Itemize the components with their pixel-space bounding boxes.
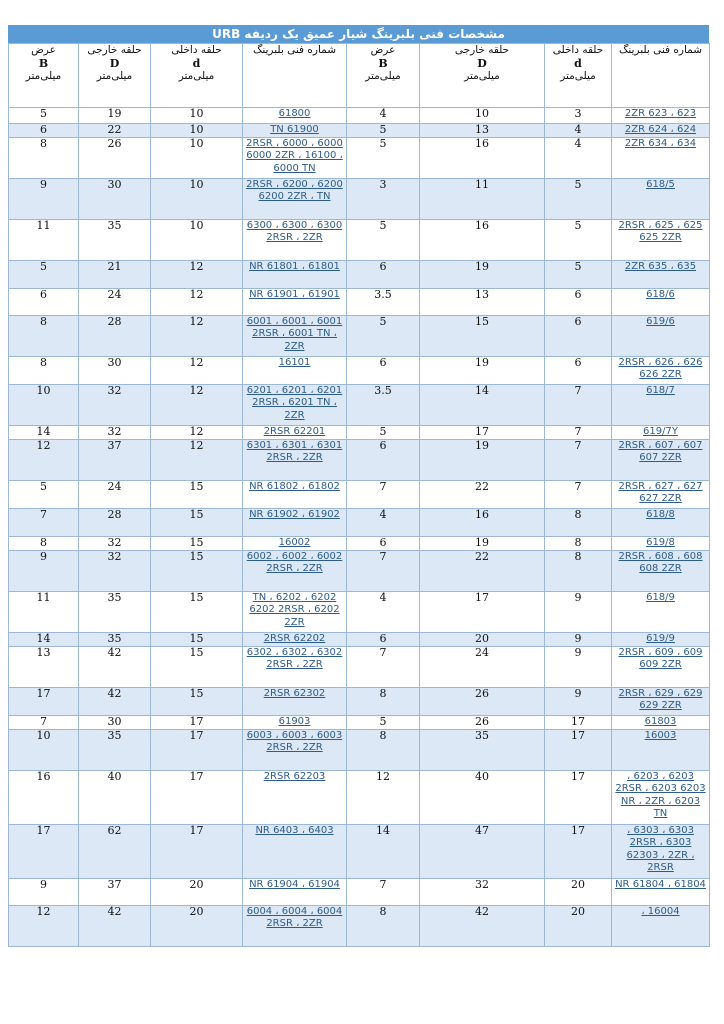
bearing-number-cell[interactable]: 624 ، 624 2ZR	[612, 124, 710, 138]
outer-ring-cell: 22	[420, 481, 545, 509]
width-cell: 6	[347, 440, 420, 481]
width-cell: 3.5	[347, 289, 420, 316]
inner-ring-cell: 4	[545, 138, 612, 179]
bearing-number-cell[interactable]: 625 ، 625 2RSR ، 625 2ZR	[612, 220, 710, 261]
outer-ring-cell: 35	[79, 220, 151, 261]
outer-ring-cell: 10	[420, 108, 545, 124]
outer-ring-cell: 21	[79, 261, 151, 289]
inner-ring-cell: 12	[151, 289, 243, 316]
width-cell: 14	[9, 426, 79, 440]
outer-ring-cell: 42	[420, 906, 545, 947]
inner-ring-cell: 15	[151, 633, 243, 647]
width-cell: 11	[9, 592, 79, 633]
outer-ring-cell: 16	[420, 138, 545, 179]
outer-ring-cell: 40	[79, 771, 151, 825]
bearing-number-cell[interactable]: 619/7Y	[612, 426, 710, 440]
bearing-number-cell[interactable]: 61804 ، 61804 NR	[612, 879, 710, 906]
inner-ring-cell: 17	[151, 771, 243, 825]
outer-ring-cell: 24	[79, 289, 151, 316]
outer-ring-cell: 35	[79, 730, 151, 771]
bearing-spec-table	[8, 43, 710, 947]
bearing-number-cell[interactable]: 608 ، 608 2RSR ، 608 2ZR	[612, 551, 710, 592]
table-row	[9, 537, 710, 551]
inner-ring-cell: 17	[545, 730, 612, 771]
outer-ring-cell: 13	[420, 124, 545, 138]
inner-ring-cell: 17	[545, 716, 612, 730]
table-row	[9, 426, 710, 440]
width-cell: 6	[347, 357, 420, 385]
width-cell: 5	[347, 716, 420, 730]
bearing-number-cell[interactable]: 619/8	[612, 537, 710, 551]
header-bearing-number: شماره فنی بلبرینگ	[243, 44, 347, 108]
inner-ring-cell: 15	[151, 537, 243, 551]
inner-ring-cell: 12	[151, 385, 243, 426]
inner-ring-cell: 15	[151, 647, 243, 688]
bearing-number-cell[interactable]: 618/7	[612, 385, 710, 426]
outer-ring-cell: 19	[420, 261, 545, 289]
width-cell: 7	[347, 879, 420, 906]
bearing-number-cell[interactable]: 16003	[612, 730, 710, 771]
inner-ring-cell: 5	[545, 261, 612, 289]
bearing-number-cell[interactable]: 61904 ، 61904 NR	[243, 879, 347, 906]
inner-ring-cell: 6	[545, 289, 612, 316]
inner-ring-cell: 12	[151, 316, 243, 357]
inner-ring-cell: 12	[151, 440, 243, 481]
table-row	[9, 385, 710, 426]
outer-ring-cell: 19	[79, 108, 151, 124]
inner-ring-cell: 12	[151, 426, 243, 440]
inner-ring-cell: 4	[545, 124, 612, 138]
bearing-number-cell[interactable]: 61900 TN	[243, 124, 347, 138]
outer-ring-cell: 24	[79, 481, 151, 509]
bearing-number-cell[interactable]: 619/9	[612, 633, 710, 647]
width-cell: 6	[347, 261, 420, 289]
bearing-number-cell[interactable]: 61801 ، 61801 NR	[243, 261, 347, 289]
outer-ring-cell: 17	[420, 592, 545, 633]
bearing-number-cell[interactable]: 607 ، 607 2RSR ، 607 2ZR	[612, 440, 710, 481]
width-cell: 12	[9, 906, 79, 947]
width-cell: 5	[9, 108, 79, 124]
inner-ring-cell: 7	[545, 481, 612, 509]
inner-ring-cell: 8	[545, 537, 612, 551]
inner-ring-cell: 10	[151, 220, 243, 261]
width-cell: 5	[347, 138, 420, 179]
header-width: عرض B میلی‌متر	[9, 44, 79, 108]
inner-ring-cell: 15	[151, 592, 243, 633]
table-title: مشخصات فنی بلبرینگ شیار عمیق یک ردیفه URB	[8, 25, 709, 43]
bearing-number-cell[interactable]: 629 ، 629 2RSR ، 629 2ZR	[612, 688, 710, 716]
table-row	[9, 633, 710, 647]
bearing-number-cell[interactable]: 6202 ، 6202 TN ، 6202 2RSR ، 6202 2ZR	[243, 592, 347, 633]
inner-ring-cell: 17	[545, 771, 612, 825]
bearing-number-cell[interactable]: 619/6	[612, 316, 710, 357]
outer-ring-cell: 26	[79, 138, 151, 179]
bearing-number-cell[interactable]: 62202 2RSR	[243, 633, 347, 647]
width-cell: 5	[9, 481, 79, 509]
inner-ring-cell: 15	[151, 509, 243, 537]
outer-ring-cell: 14	[420, 385, 545, 426]
width-cell: 4	[347, 108, 420, 124]
table-row	[9, 316, 710, 357]
table-row	[9, 481, 710, 509]
width-cell: 11	[9, 220, 79, 261]
outer-ring-cell: 16	[420, 509, 545, 537]
header-outer-ring: حلقه خارجی D میلی‌متر	[420, 44, 545, 108]
width-cell: 9	[9, 551, 79, 592]
bearing-number-cell[interactable]: 61903	[243, 716, 347, 730]
table-row	[9, 879, 710, 906]
table-row	[9, 220, 710, 261]
header-bearing-number: شماره فنی بلبرینگ	[612, 44, 710, 108]
bearing-number-cell[interactable]: 61901 ، 61901 NR	[243, 289, 347, 316]
inner-ring-cell: 7	[545, 440, 612, 481]
bearing-number-cell[interactable]: 61800	[243, 108, 347, 124]
table-row	[9, 509, 710, 537]
outer-ring-cell: 19	[420, 440, 545, 481]
table-row	[9, 688, 710, 716]
inner-ring-cell: 6	[545, 316, 612, 357]
outer-ring-cell: 47	[420, 825, 545, 879]
width-cell: 6	[347, 633, 420, 647]
table-row	[9, 906, 710, 947]
bearing-number-cell[interactable]: 16101	[243, 357, 347, 385]
width-cell: 10	[9, 730, 79, 771]
outer-ring-cell: 30	[79, 179, 151, 220]
width-cell: 8	[9, 316, 79, 357]
outer-ring-cell: 35	[420, 730, 545, 771]
inner-ring-cell: 15	[151, 481, 243, 509]
outer-ring-cell: 42	[79, 906, 151, 947]
width-cell: 8	[9, 357, 79, 385]
table-row	[9, 108, 710, 124]
outer-ring-cell: 26	[420, 688, 545, 716]
inner-ring-cell: 10	[151, 179, 243, 220]
table-row	[9, 261, 710, 289]
width-cell: 3.5	[347, 385, 420, 426]
bearing-number-cell[interactable]: 634 ، 634 2ZR	[612, 138, 710, 179]
inner-ring-cell: 12	[151, 357, 243, 385]
outer-ring-cell: 37	[79, 879, 151, 906]
width-cell: 5	[9, 261, 79, 289]
outer-ring-cell: 28	[79, 509, 151, 537]
width-cell: 9	[9, 879, 79, 906]
inner-ring-cell: 17	[151, 716, 243, 730]
header-inner-ring: حلقه داخلی d میلی‌متر	[151, 44, 243, 108]
bearing-number-cell[interactable]: 618/8	[612, 509, 710, 537]
inner-ring-cell: 7	[545, 385, 612, 426]
bearing-number-cell[interactable]: 62201 2RSR	[243, 426, 347, 440]
table-row	[9, 825, 710, 879]
inner-ring-cell: 8	[545, 551, 612, 592]
bearing-number-cell[interactable]: 6303 ، 6303 ، 6303 2RSR ، 62303 ، 2ZR ، 2RSR	[612, 825, 710, 879]
inner-ring-cell: 5	[545, 220, 612, 261]
outer-ring-cell: 24	[420, 647, 545, 688]
width-cell: 7	[347, 551, 420, 592]
outer-ring-cell: 32	[420, 879, 545, 906]
inner-ring-cell: 10	[151, 108, 243, 124]
width-cell: 17	[9, 688, 79, 716]
bearing-number-cell[interactable]: 6200 ، 6200 2RSR ، 6200 2ZR ، TN	[243, 179, 347, 220]
width-cell: 7	[9, 716, 79, 730]
width-cell: 12	[347, 771, 420, 825]
width-cell: 12	[9, 440, 79, 481]
outer-ring-cell: 19	[420, 537, 545, 551]
outer-ring-cell: 19	[420, 357, 545, 385]
width-cell: 5	[347, 316, 420, 357]
inner-ring-cell: 9	[545, 688, 612, 716]
bearing-number-cell[interactable]: 6003 ، 6003 ، 6003 2RSR ، 2ZR	[243, 730, 347, 771]
width-cell: 8	[9, 537, 79, 551]
bearing-number-cell[interactable]: 6201 ، 6201 ، 6201 2RSR ، 6201 TN ، 2ZR	[243, 385, 347, 426]
table-row	[9, 592, 710, 633]
table-row	[9, 179, 710, 220]
outer-ring-cell: 35	[79, 633, 151, 647]
bearing-number-cell[interactable]: 62203 2RSR	[243, 771, 347, 825]
bearing-number-cell[interactable]: 61902 ، 61902 NR	[243, 509, 347, 537]
header-inner-ring: حلقه داخلی d میلی‌متر	[545, 44, 612, 108]
bearing-number-cell[interactable]: 62302 2RSR	[243, 688, 347, 716]
table-row	[9, 716, 710, 730]
table-row	[9, 440, 710, 481]
header-row	[9, 44, 710, 108]
bearing-number-cell[interactable]: 635 ، 635 2ZR	[612, 261, 710, 289]
width-cell: 16	[9, 771, 79, 825]
table-body	[9, 108, 710, 947]
table-row	[9, 551, 710, 592]
bearing-number-cell[interactable]: 6302 ، 6302 ، 6302 2RSR ، 2ZR	[243, 647, 347, 688]
bearing-number-cell[interactable]: 61802 ، 61802 NR	[243, 481, 347, 509]
outer-ring-cell: 11	[420, 179, 545, 220]
width-cell: 4	[347, 509, 420, 537]
outer-ring-cell: 22	[79, 124, 151, 138]
bearing-number-cell[interactable]: 626 ، 626 2RSR ، 626 2ZR	[612, 357, 710, 385]
spec-sheet	[8, 25, 709, 947]
inner-ring-cell: 9	[545, 592, 612, 633]
inner-ring-cell: 5	[545, 179, 612, 220]
inner-ring-cell: 10	[151, 138, 243, 179]
width-cell: 6	[9, 289, 79, 316]
bearing-number-cell[interactable]: 6002 ، 6002 ، 6002 2RSR ، 2ZR	[243, 551, 347, 592]
width-cell: 5	[347, 426, 420, 440]
outer-ring-cell: 22	[420, 551, 545, 592]
table-row	[9, 730, 710, 771]
width-cell: 13	[9, 647, 79, 688]
bearing-number-cell[interactable]: 618/9	[612, 592, 710, 633]
table-row	[9, 647, 710, 688]
inner-ring-cell: 8	[545, 509, 612, 537]
inner-ring-cell: 17	[545, 825, 612, 879]
outer-ring-cell: 32	[79, 537, 151, 551]
inner-ring-cell: 3	[545, 108, 612, 124]
width-cell: 3	[347, 179, 420, 220]
bearing-number-cell[interactable]: 6004 ، 6004 ، 6004 2RSR ، 2ZR	[243, 906, 347, 947]
width-cell: 5	[347, 124, 420, 138]
outer-ring-cell: 37	[79, 440, 151, 481]
outer-ring-cell: 30	[79, 357, 151, 385]
bearing-number-cell[interactable]: 623 ، 623 2ZR	[612, 108, 710, 124]
width-cell: 6	[9, 124, 79, 138]
inner-ring-cell: 15	[151, 688, 243, 716]
width-cell: 8	[347, 906, 420, 947]
bearing-number-cell[interactable]: 627 ، 627 2RSR ، 627 2ZR	[612, 481, 710, 509]
inner-ring-cell: 12	[151, 261, 243, 289]
outer-ring-cell: 13	[420, 289, 545, 316]
width-cell: 7	[9, 509, 79, 537]
width-cell: 7	[347, 481, 420, 509]
width-cell: 14	[347, 825, 420, 879]
outer-ring-cell: 32	[79, 426, 151, 440]
outer-ring-cell: 62	[79, 825, 151, 879]
outer-ring-cell: 35	[79, 592, 151, 633]
table-row	[9, 138, 710, 179]
bearing-number-cell[interactable]: 618/5	[612, 179, 710, 220]
width-cell: 8	[347, 688, 420, 716]
outer-ring-cell: 30	[79, 716, 151, 730]
outer-ring-cell: 32	[79, 385, 151, 426]
inner-ring-cell: 9	[545, 647, 612, 688]
bearing-number-cell[interactable]: 6000 ، 6000 2RSR ، 6000 2ZR ، 16100 ، 6000 TN	[243, 138, 347, 179]
inner-ring-cell: 6	[545, 357, 612, 385]
bearing-number-cell[interactable]: 6403 ، 6403 NR	[243, 825, 347, 879]
outer-ring-cell: 20	[420, 633, 545, 647]
width-cell: 14	[9, 633, 79, 647]
inner-ring-cell: 20	[151, 879, 243, 906]
width-cell: 7	[347, 647, 420, 688]
outer-ring-cell: 42	[79, 688, 151, 716]
bearing-number-cell[interactable]: 16004 ،	[612, 906, 710, 947]
inner-ring-cell: 15	[151, 551, 243, 592]
width-cell: 17	[9, 825, 79, 879]
bearing-number-cell[interactable]: 618/6	[612, 289, 710, 316]
table-row	[9, 771, 710, 825]
outer-ring-cell: 16	[420, 220, 545, 261]
outer-ring-cell: 26	[420, 716, 545, 730]
width-cell: 8	[347, 730, 420, 771]
outer-ring-cell: 17	[420, 426, 545, 440]
outer-ring-cell: 42	[79, 647, 151, 688]
width-cell: 10	[9, 385, 79, 426]
inner-ring-cell: 7	[545, 426, 612, 440]
inner-ring-cell: 20	[545, 906, 612, 947]
table-row	[9, 357, 710, 385]
bearing-number-cell[interactable]: 16002	[243, 537, 347, 551]
inner-ring-cell: 20	[151, 906, 243, 947]
inner-ring-cell: 9	[545, 633, 612, 647]
bearing-number-cell[interactable]: 61803	[612, 716, 710, 730]
width-cell: 9	[9, 179, 79, 220]
table-row	[9, 124, 710, 138]
table-row	[9, 289, 710, 316]
outer-ring-cell: 32	[79, 551, 151, 592]
width-cell: 6	[347, 537, 420, 551]
inner-ring-cell: 17	[151, 825, 243, 879]
bearing-number-cell[interactable]: 6203 ، 6203 ، 6203 2RSR ، 6203 NR ، 2ZR ، 6203 TN	[612, 771, 710, 825]
inner-ring-cell: 20	[545, 879, 612, 906]
outer-ring-cell: 15	[420, 316, 545, 357]
inner-ring-cell: 10	[151, 124, 243, 138]
inner-ring-cell: 17	[151, 730, 243, 771]
outer-ring-cell: 40	[420, 771, 545, 825]
bearing-number-cell[interactable]: 6001 ، 6001 ، 6001 2RSR ، 6001 TN ، 2ZR	[243, 316, 347, 357]
bearing-number-cell[interactable]: 6301 ، 6301 ، 6301 2RSR ، 2ZR	[243, 440, 347, 481]
header-outer-ring: حلقه خارجی D میلی‌متر	[79, 44, 151, 108]
bearing-number-cell[interactable]: 6300 ، 6300 ، 6300 2RSR ، 2ZR	[243, 220, 347, 261]
outer-ring-cell: 28	[79, 316, 151, 357]
bearing-number-cell[interactable]: 609 ، 609 2RSR ، 609 2ZR	[612, 647, 710, 688]
width-cell: 8	[9, 138, 79, 179]
width-cell: 5	[347, 220, 420, 261]
width-cell: 4	[347, 592, 420, 633]
header-width: عرض B میلی‌متر	[347, 44, 420, 108]
